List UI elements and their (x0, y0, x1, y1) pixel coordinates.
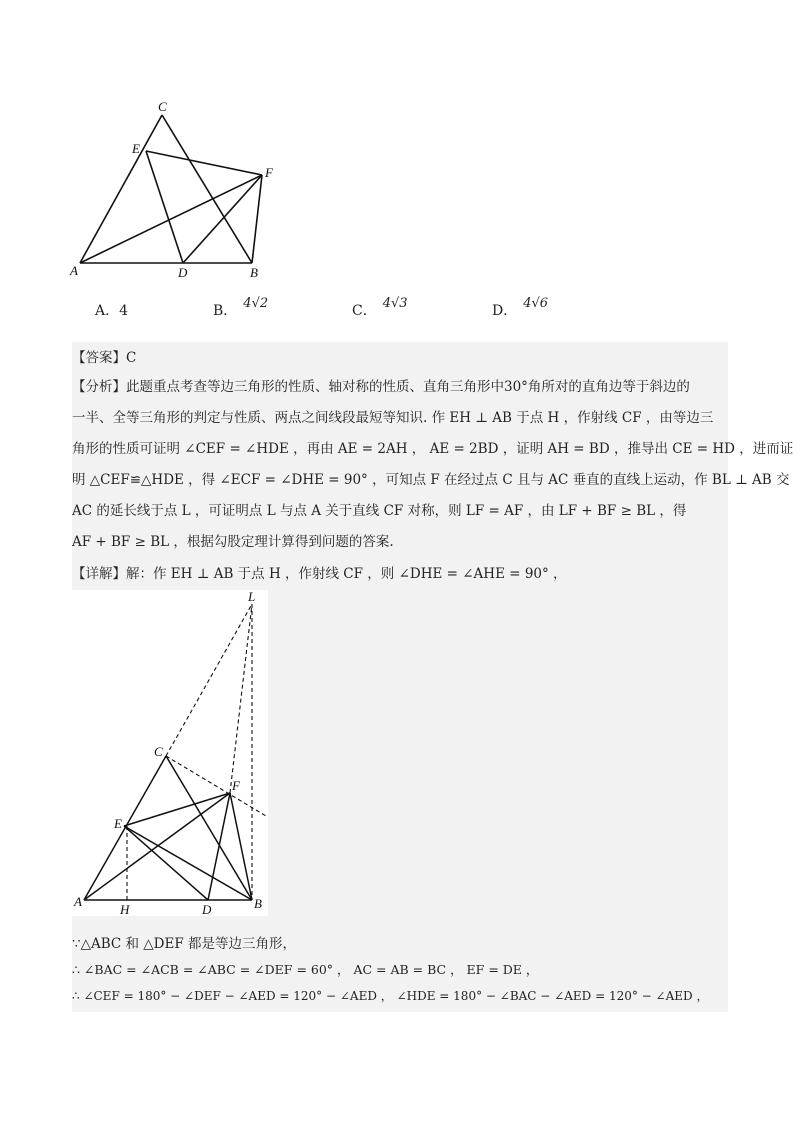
label-h: H (120, 902, 130, 916)
option-a (95, 300, 128, 320)
option-b (213, 296, 269, 320)
label-l: L (248, 590, 256, 604)
option-letter: D． (492, 303, 518, 319)
analysis-line-4: 明 △CEF≌△HDE ，得 ∠ECF = ∠DHE = 90° ，可知点 F 在经过点 C 且与 AC 垂直的直线上运动，作 BL ⊥ AB 交 (72, 472, 790, 488)
answer-options (95, 296, 735, 324)
option-letter: C． (352, 303, 377, 319)
triangle-figure-2 (72, 590, 268, 916)
analysis-line-2: 一半、全等三角形的判定与性质、两点之间线段最短等知识. 作 EH ⊥ AB 于点 H ，作射线 CF ，由等边三 (72, 410, 714, 426)
analysis-text: 此题重点考查等边三角形的性质、轴对称的性质、直角三角形中30°角所对的直角边等于斜边的 (126, 379, 690, 395)
label-c: C (154, 744, 163, 759)
label-f: F (265, 165, 273, 180)
analysis-label: 【分析】 (72, 379, 126, 395)
label-a: A (74, 894, 82, 909)
figure-1 (60, 95, 290, 285)
detail-line (72, 562, 728, 582)
label-a: A (70, 263, 78, 278)
label-d: D (202, 902, 212, 916)
option-c (352, 296, 408, 320)
answer-label: 【答案】 (72, 350, 126, 366)
proof-line-1: ∵△ABC 和 △DEF 都是等边三角形， (72, 936, 297, 952)
label-b: B (250, 265, 258, 280)
option-value: 4√3 (382, 296, 408, 311)
option-letter: B． (213, 303, 238, 319)
label-b: B (254, 896, 262, 911)
option-letter: A． (95, 303, 120, 319)
answer-value: C (126, 350, 137, 366)
option-value: 4 (119, 303, 129, 319)
label-e: E (114, 816, 122, 831)
detail-intro: 解：作 EH ⊥ AB 于点 H ，作射线 CF ，则 ∠DHE = ∠AHE = 90° ， (126, 566, 567, 582)
proof-line-3: ∴ ∠CEF = 180° − ∠DEF − ∠AED = 120° − ∠AED ， ∠HDE = 180° − ∠BAC − ∠AED = 120° − ∠AED ， (72, 989, 709, 1003)
label-d: D (178, 265, 188, 280)
option-d (492, 296, 549, 320)
option-value: 4√2 (243, 296, 269, 311)
analysis-line-1 (72, 375, 728, 395)
label-e: E (132, 141, 140, 156)
proof-line-2: ∴ ∠BAC = ∠ACB = ∠ABC = ∠DEF = 60° ， AC = AB = BC ， EF = DE ， (72, 962, 539, 977)
option-value: 4√6 (523, 296, 549, 311)
detail-label: 【详解】 (72, 566, 126, 582)
analysis-line-5: AC 的延长线于点 L ，可证明点 L 与点 A 关于直线 CF 对称，则 LF = AF ，由 LF + BF ≥ BL ，得 (72, 503, 687, 519)
label-f: F (232, 778, 240, 793)
label-c: C (158, 99, 167, 114)
figure-2 (72, 590, 268, 916)
analysis-line-3: 角形的性质可证明 ∠CEF = ∠HDE ，再由 AE = 2AH ， AE = 2BD ，证明 AH = BD ，推导出 CE = HD ，进而证 (72, 441, 794, 457)
answer-line (72, 346, 728, 366)
triangle-figure-1 (60, 95, 290, 285)
analysis-line-6: AF + BF ≥ BL ，根据勾股定理计算得到问题的答案. (72, 534, 394, 550)
